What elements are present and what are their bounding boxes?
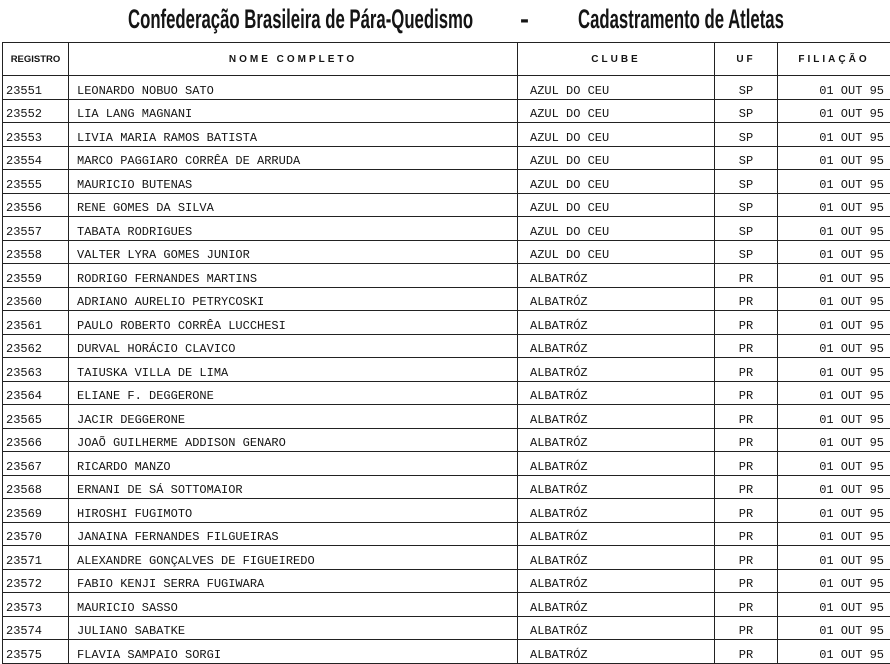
cell-filiacao: 01 OUT 95 — [778, 334, 890, 358]
cell-nome: RODRIGO FERNANDES MARTINS — [69, 264, 518, 288]
cell-uf: PR — [715, 311, 778, 335]
cell-clube: ALBATRÓZ — [518, 358, 715, 382]
table-row — [3, 358, 890, 382]
cell-nome: FLAVIA SAMPAIO SORGI — [69, 640, 518, 664]
cell-nome: ELIANE F. DEGGERONE — [69, 381, 518, 405]
cell-nome: ADRIANO AURELIO PETRYCOSKI — [69, 287, 518, 311]
cell-uf: PR — [715, 264, 778, 288]
table-row — [3, 475, 890, 499]
title-organization: Confederação Brasileira de Pára-Quedismo — [128, 4, 473, 35]
cell-filiacao: 01 OUT 95 — [778, 381, 890, 405]
cell-uf: PR — [715, 546, 778, 570]
cell-uf: PR — [715, 428, 778, 452]
column-header-uf: UF — [715, 43, 778, 76]
cell-filiacao: 01 OUT 95 — [778, 358, 890, 382]
cell-uf: SP — [715, 193, 778, 217]
cell-filiacao: 01 OUT 95 — [778, 287, 890, 311]
cell-clube: ALBATRÓZ — [518, 640, 715, 664]
table-row — [3, 593, 890, 617]
cell-registro: 23554 — [3, 146, 69, 170]
cell-clube: ALBATRÓZ — [518, 452, 715, 476]
table-row — [3, 334, 890, 358]
cell-clube: ALBATRÓZ — [518, 428, 715, 452]
cell-filiacao: 01 OUT 95 — [778, 170, 890, 194]
cell-filiacao: 01 OUT 95 — [778, 99, 890, 123]
cell-registro: 23553 — [3, 123, 69, 147]
cell-filiacao: 01 OUT 95 — [778, 146, 890, 170]
cell-clube: ALBATRÓZ — [518, 616, 715, 640]
table-row — [3, 264, 890, 288]
table-row — [3, 381, 890, 405]
table-row — [3, 217, 890, 241]
cell-registro: 23564 — [3, 381, 69, 405]
cell-registro: 23556 — [3, 193, 69, 217]
cell-uf: PR — [715, 452, 778, 476]
cell-nome: RENE GOMES DA SILVA — [69, 193, 518, 217]
cell-registro: 23555 — [3, 170, 69, 194]
cell-uf: PR — [715, 381, 778, 405]
cell-clube: AZUL DO CEU — [518, 193, 715, 217]
table-header-row — [3, 43, 890, 76]
table-row — [3, 640, 890, 664]
cell-filiacao: 01 OUT 95 — [778, 311, 890, 335]
cell-uf: PR — [715, 616, 778, 640]
cell-registro: 23570 — [3, 522, 69, 546]
cell-clube: AZUL DO CEU — [518, 217, 715, 241]
cell-nome: TABATA RODRIGUES — [69, 217, 518, 241]
cell-filiacao: 01 OUT 95 — [778, 217, 890, 241]
table-row — [3, 452, 890, 476]
cell-clube: ALBATRÓZ — [518, 311, 715, 335]
cell-clube: AZUL DO CEU — [518, 146, 715, 170]
cell-filiacao: 01 OUT 95 — [778, 264, 890, 288]
cell-clube: ALBATRÓZ — [518, 287, 715, 311]
table-row — [3, 193, 890, 217]
cell-nome: RICARDO MANZO — [69, 452, 518, 476]
cell-uf: PR — [715, 569, 778, 593]
cell-filiacao: 01 OUT 95 — [778, 405, 890, 429]
cell-clube: ALBATRÓZ — [518, 593, 715, 617]
cell-registro: 23561 — [3, 311, 69, 335]
table-row — [3, 311, 890, 335]
cell-registro: 23571 — [3, 546, 69, 570]
table-body — [3, 76, 890, 664]
cell-filiacao: 01 OUT 95 — [778, 522, 890, 546]
column-header-clube: CLUBE — [518, 43, 715, 76]
cell-clube: AZUL DO CEU — [518, 170, 715, 194]
title-separator: - — [520, 4, 529, 35]
cell-clube: ALBATRÓZ — [518, 522, 715, 546]
cell-registro: 23562 — [3, 334, 69, 358]
cell-registro: 23551 — [3, 76, 69, 100]
cell-nome: LIA LANG MAGNANI — [69, 99, 518, 123]
cell-registro: 23557 — [3, 217, 69, 241]
title-section: Cadastramento de Atletas — [578, 4, 784, 35]
cell-registro: 23566 — [3, 428, 69, 452]
cell-uf: PR — [715, 475, 778, 499]
cell-filiacao: 01 OUT 95 — [778, 123, 890, 147]
cell-nome: VALTER LYRA GOMES JUNIOR — [69, 240, 518, 264]
cell-filiacao: 01 OUT 95 — [778, 499, 890, 523]
table-row — [3, 522, 890, 546]
cell-filiacao: 01 OUT 95 — [778, 640, 890, 664]
cell-clube: AZUL DO CEU — [518, 76, 715, 100]
cell-nome: FABIO KENJI SERRA FUGIWARA — [69, 569, 518, 593]
document-title — [0, 4, 890, 38]
cell-registro: 23565 — [3, 405, 69, 429]
cell-nome: MARCO PAGGIARO CORRÊA DE ARRUDA — [69, 146, 518, 170]
cell-registro: 23569 — [3, 499, 69, 523]
cell-nome: MAURICIO SASSO — [69, 593, 518, 617]
cell-nome: JANAINA FERNANDES FILGUEIRAS — [69, 522, 518, 546]
cell-clube: ALBATRÓZ — [518, 569, 715, 593]
cell-uf: PR — [715, 522, 778, 546]
cell-clube: ALBATRÓZ — [518, 264, 715, 288]
cell-uf: PR — [715, 287, 778, 311]
cell-uf: SP — [715, 123, 778, 147]
cell-nome: JOAÕ GUILHERME ADDISON GENARO — [69, 428, 518, 452]
cell-nome: JACIR DEGGERONE — [69, 405, 518, 429]
cell-nome: PAULO ROBERTO CORRÊA LUCCHESI — [69, 311, 518, 335]
cell-filiacao: 01 OUT 95 — [778, 616, 890, 640]
cell-filiacao: 01 OUT 95 — [778, 428, 890, 452]
cell-filiacao: 01 OUT 95 — [778, 593, 890, 617]
cell-registro: 23573 — [3, 593, 69, 617]
cell-uf: SP — [715, 76, 778, 100]
table-row — [3, 240, 890, 264]
cell-registro: 23575 — [3, 640, 69, 664]
table-row — [3, 287, 890, 311]
table-row — [3, 569, 890, 593]
cell-uf: PR — [715, 334, 778, 358]
cell-registro: 23560 — [3, 287, 69, 311]
table-row — [3, 123, 890, 147]
cell-uf: SP — [715, 217, 778, 241]
cell-uf: PR — [715, 499, 778, 523]
cell-uf: SP — [715, 99, 778, 123]
cell-uf: SP — [715, 170, 778, 194]
cell-registro: 23552 — [3, 99, 69, 123]
cell-nome: DURVAL HORÁCIO CLAVICO — [69, 334, 518, 358]
cell-clube: AZUL DO CEU — [518, 99, 715, 123]
table-row — [3, 146, 890, 170]
table-row — [3, 428, 890, 452]
table-row — [3, 499, 890, 523]
cell-clube: ALBATRÓZ — [518, 499, 715, 523]
cell-registro: 23558 — [3, 240, 69, 264]
cell-clube: ALBATRÓZ — [518, 546, 715, 570]
cell-nome: HIROSHI FUGIMOTO — [69, 499, 518, 523]
table-row — [3, 99, 890, 123]
cell-uf: PR — [715, 358, 778, 382]
cell-uf: PR — [715, 405, 778, 429]
cell-filiacao: 01 OUT 95 — [778, 569, 890, 593]
cell-uf: SP — [715, 240, 778, 264]
cell-clube: AZUL DO CEU — [518, 240, 715, 264]
athletes-table — [2, 42, 890, 664]
cell-registro: 23572 — [3, 569, 69, 593]
column-header-registro: REGISTRO — [3, 43, 69, 76]
cell-filiacao: 01 OUT 95 — [778, 475, 890, 499]
cell-nome: LEONARDO NOBUO SATO — [69, 76, 518, 100]
column-header-nome: NOME COMPLETO — [69, 43, 518, 76]
table-row — [3, 76, 890, 100]
cell-registro: 23559 — [3, 264, 69, 288]
cell-clube: ALBATRÓZ — [518, 334, 715, 358]
column-header-filiacao: FILIAÇÃO — [778, 43, 890, 76]
cell-clube: AZUL DO CEU — [518, 123, 715, 147]
cell-uf: PR — [715, 640, 778, 664]
cell-nome: JULIANO SABATKE — [69, 616, 518, 640]
cell-clube: ALBATRÓZ — [518, 405, 715, 429]
cell-clube: ALBATRÓZ — [518, 381, 715, 405]
cell-clube: ALBATRÓZ — [518, 475, 715, 499]
cell-filiacao: 01 OUT 95 — [778, 76, 890, 100]
table-row — [3, 170, 890, 194]
cell-registro: 23568 — [3, 475, 69, 499]
cell-registro: 23567 — [3, 452, 69, 476]
cell-nome: ERNANI DE SÁ SOTTOMAIOR — [69, 475, 518, 499]
cell-filiacao: 01 OUT 95 — [778, 546, 890, 570]
cell-filiacao: 01 OUT 95 — [778, 452, 890, 476]
cell-registro: 23563 — [3, 358, 69, 382]
cell-registro: 23574 — [3, 616, 69, 640]
cell-nome: MAURICIO BUTENAS — [69, 170, 518, 194]
cell-uf: PR — [715, 593, 778, 617]
cell-nome: ALEXANDRE GONÇALVES DE FIGUEIREDO — [69, 546, 518, 570]
cell-uf: SP — [715, 146, 778, 170]
cell-nome: TAIUSKA VILLA DE LIMA — [69, 358, 518, 382]
cell-filiacao: 01 OUT 95 — [778, 193, 890, 217]
table-row — [3, 616, 890, 640]
cell-filiacao: 01 OUT 95 — [778, 240, 890, 264]
cell-nome: LIVIA MARIA RAMOS BATISTA — [69, 123, 518, 147]
table-row — [3, 405, 890, 429]
table-row — [3, 546, 890, 570]
